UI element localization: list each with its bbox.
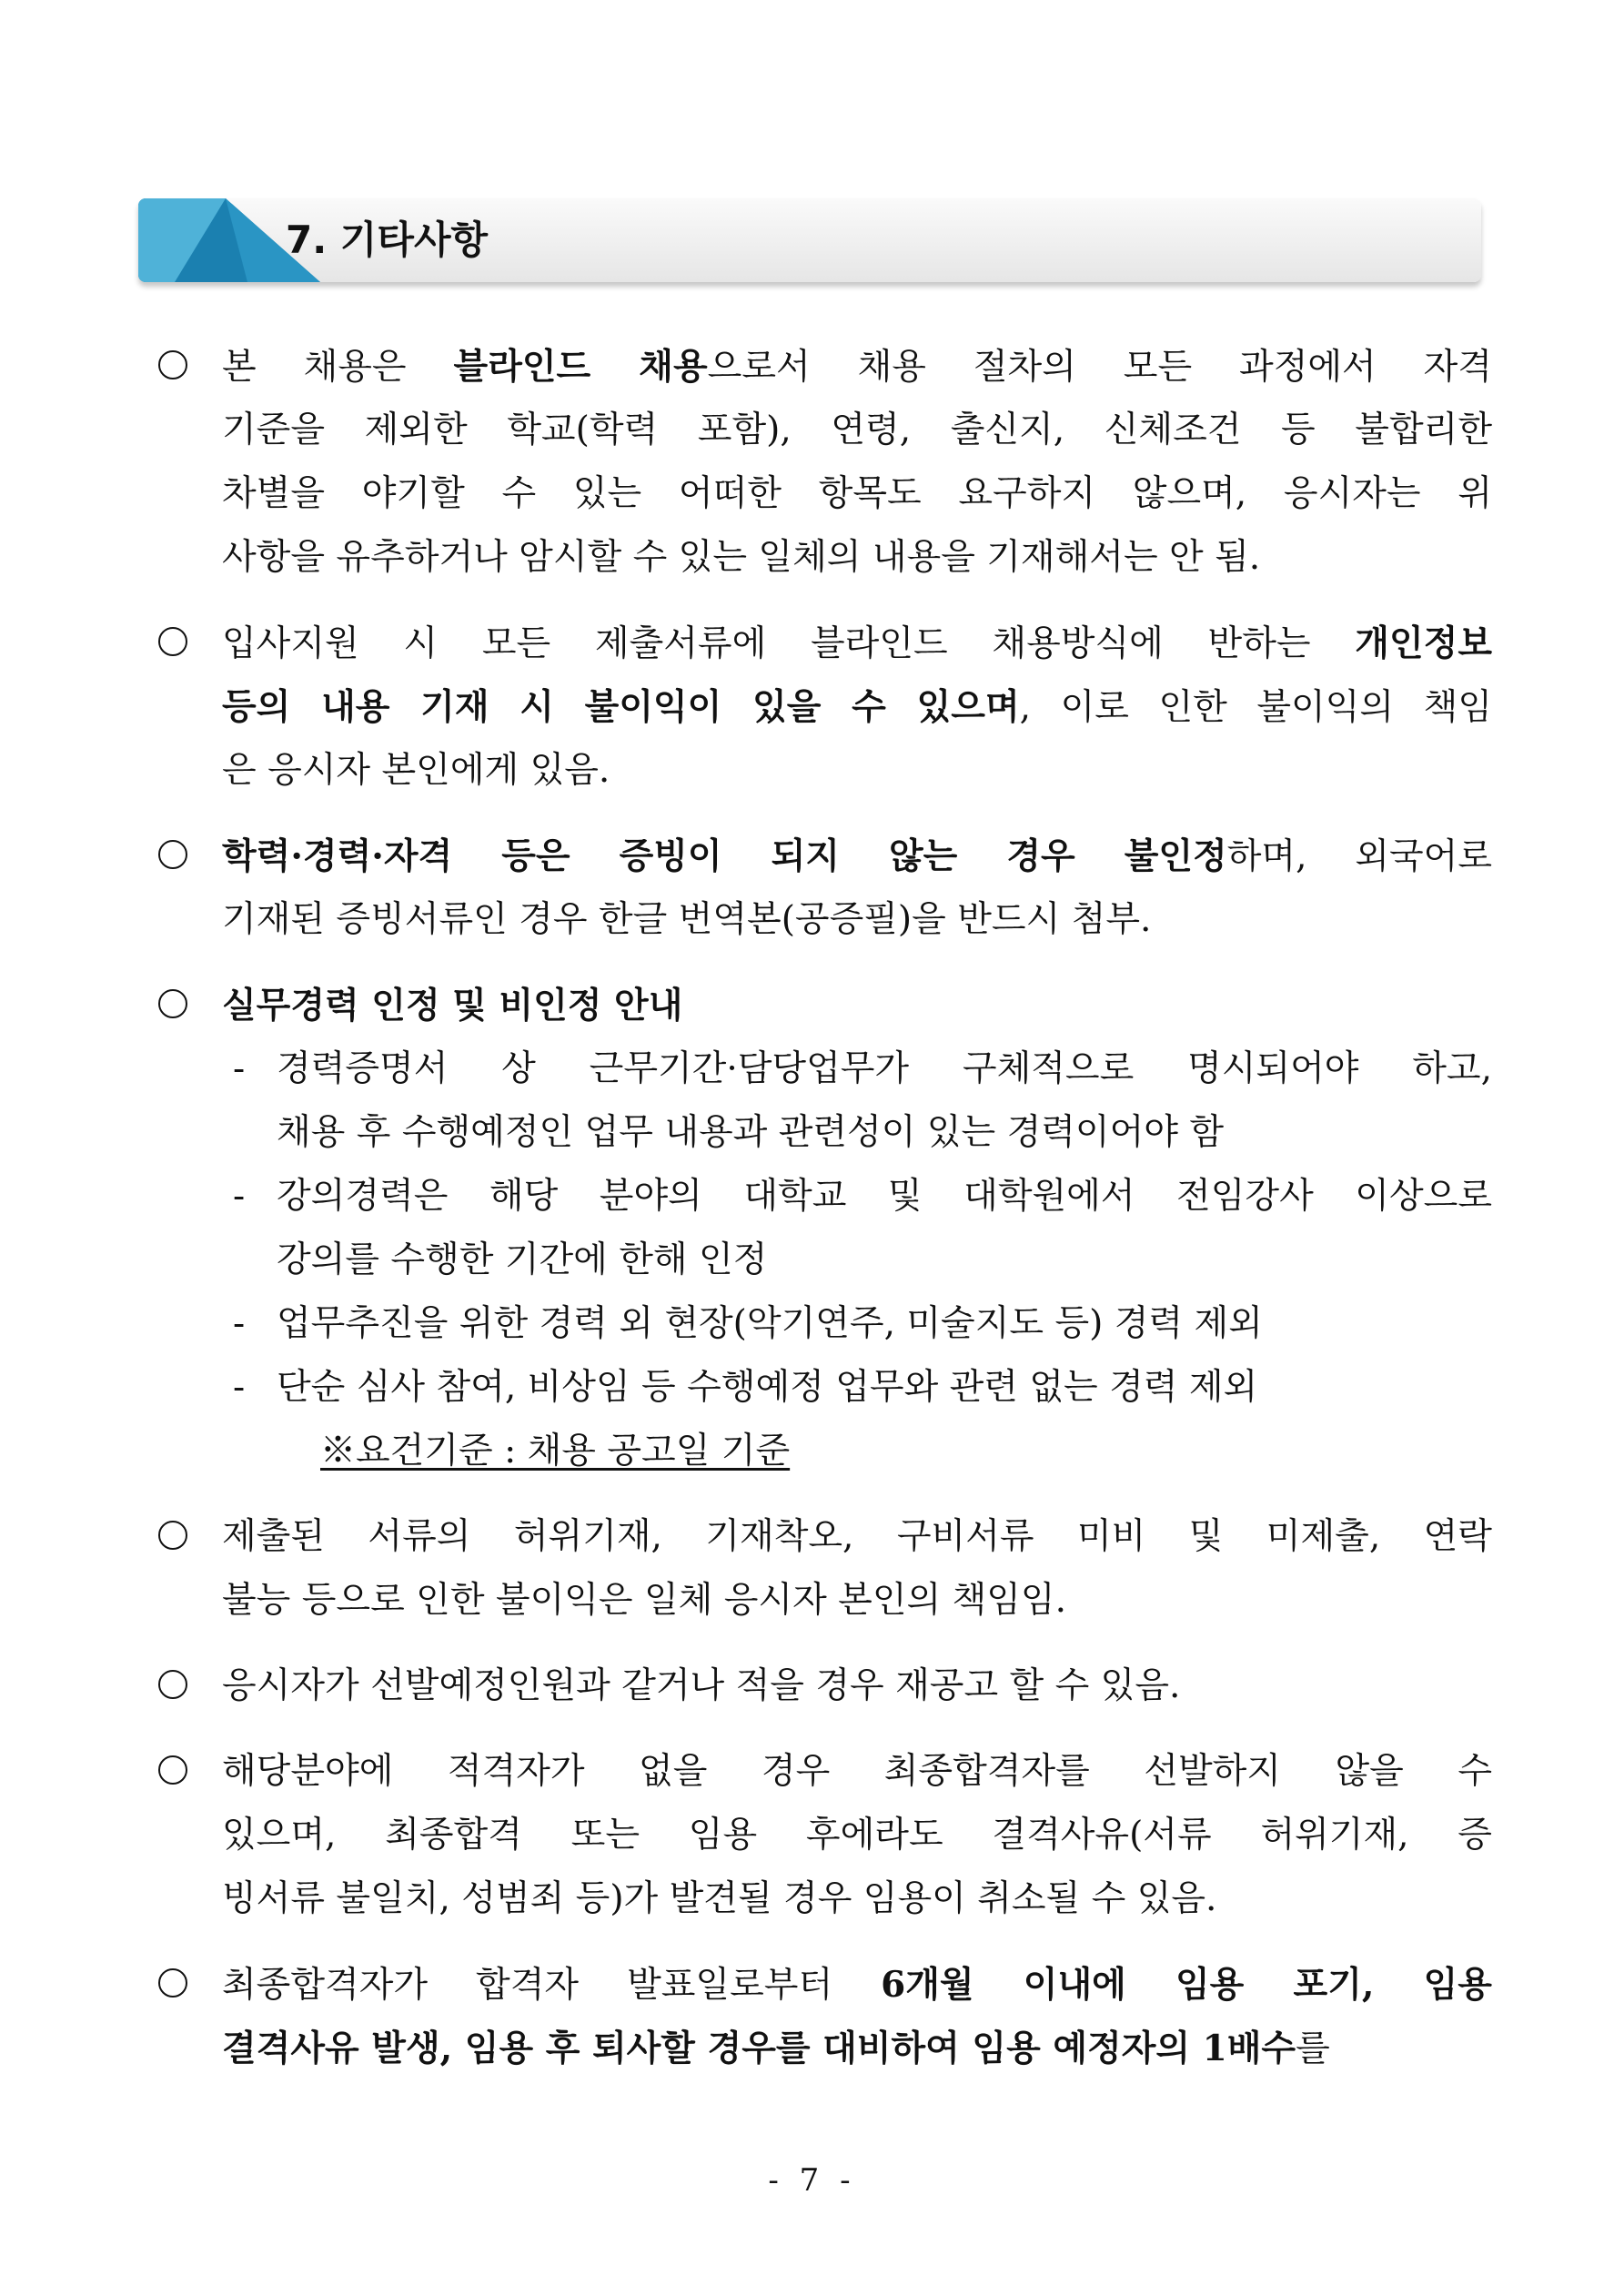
text-segment: 최종합격자가 합격자 발표일로부터: [222, 1965, 882, 2006]
sub-item-text: 업무추진을 위한 경력 외 현장(악기연주, 미술지도 등) 경력 제외: [277, 1303, 1263, 1344]
sub-item-text: 강의를 수행한 기간에 한해 인정: [277, 1239, 768, 1280]
notice-text-line: [222, 1569, 1492, 1633]
text-segment: 해당분야에 적격자가 없을 경우 최종합격자를 선발하지 않을 수: [222, 1751, 1492, 1792]
sub-item-text: 경력증명서 상 근무기간·담당업무가 구체적으로 명시되어야 하고,: [277, 1048, 1492, 1089]
emphasis-text: 블라인드 채용: [453, 346, 708, 388]
notice-item: [155, 974, 1492, 1483]
text-segment: 를: [1296, 2028, 1330, 2069]
emphasis-text: 등의 내용 기재 시 불이익이 있을 수 있으며: [222, 686, 1020, 728]
requirement-note: [222, 1420, 1492, 1483]
notice-text-line: [222, 612, 1492, 675]
text-segment: 입사지원 시 모든 제출서류에 블라인드 채용방식에 반하는: [222, 623, 1356, 664]
circle-bullet-icon: [158, 1968, 187, 1998]
notice-text-line: [222, 2017, 1492, 2080]
sub-item-line: [222, 1101, 1492, 1165]
notice-text-line: [222, 1740, 1492, 1804]
sub-item-line: [222, 1356, 1492, 1420]
notice-text-line: [222, 1953, 1492, 2017]
dash-bullet-icon: -: [233, 1048, 246, 1089]
circle-bullet-icon: [158, 989, 187, 1018]
text-segment: 빙서류 불일치, 성범죄 등)가 발견될 경우 임용이 취소될 수 있음.: [222, 1878, 1217, 1919]
page-number: - 7 -: [768, 2162, 856, 2199]
emphasis-text: 6개월 이내에 임용 포기, 임용: [881, 1964, 1492, 2006]
text-segment: 제출된 서류의 허위기재, 기재착오, 구비서류 미비 및 미제출, 연락: [222, 1516, 1492, 1557]
sub-item-line: [222, 1165, 1492, 1229]
text-segment: 은 응시자 본인에게 있음.: [222, 750, 610, 791]
notice-text-line: [222, 335, 1492, 399]
notice-item: [155, 824, 1492, 952]
circle-bullet-icon: [158, 840, 187, 869]
notice-text-line: [222, 824, 1492, 888]
subsection-heading: 실무경력 인정 및 비인정 안내: [222, 985, 683, 1027]
notice-text-line: [222, 739, 1492, 803]
circle-bullet-icon: [158, 1755, 187, 1785]
notice-item: [155, 1505, 1492, 1633]
notice-text-line: [222, 399, 1492, 462]
notice-item: [155, 335, 1492, 590]
notice-text-line: [222, 1867, 1492, 1931]
dash-bullet-icon: -: [233, 1367, 246, 1408]
notice-text-line: [222, 1804, 1492, 1867]
text-segment: 으로서 채용 절차의 모든 과정에서 자격: [707, 347, 1492, 388]
text-segment: 기재된 증빙서류인 경우 한글 번역본(공증필)을 반드시 첨부.: [222, 899, 1152, 940]
section-title: 7. 기타사항: [286, 217, 489, 262]
sub-item-line: [222, 1037, 1492, 1101]
sub-item-line: [222, 1229, 1492, 1292]
emphasis-text: 개인정보: [1355, 622, 1492, 664]
text-segment: 응시자가 선발예정인원과 같거나 적을 경우 재공고 할 수 있음.: [222, 1665, 1181, 1706]
notice-item: [155, 1740, 1492, 1931]
circle-bullet-icon: [158, 1670, 187, 1699]
text-segment: 불능 등으로 인한 불이익은 일체 응시자 본인의 책임임.: [222, 1580, 1067, 1621]
text-segment: 사항을 유추하거나 암시할 수 있는 일체의 내용을 기재해서는 안 됨.: [222, 537, 1261, 578]
text-segment: 있으며, 최종합격 또는 임용 후에라도 결격사유(서류 허위기재, 증: [222, 1815, 1492, 1856]
sub-item-text: 강의경력은 해당 분야의 대학교 및 대학원에서 전임강사 이상으로: [277, 1176, 1492, 1217]
circle-bullet-icon: [158, 1521, 187, 1550]
circle-bullet-icon: [158, 627, 187, 656]
notice-text-line: [222, 1654, 1492, 1718]
text-segment: 본 채용은: [222, 347, 454, 388]
notice-item: [155, 1654, 1492, 1718]
notice-item: [155, 1953, 1492, 2080]
dash-bullet-icon: -: [233, 1303, 246, 1344]
sub-item-text: 채용 후 수행예정인 업무 내용과 관련성이 있는 경력이어야 함: [277, 1112, 1225, 1153]
notice-text-line: [222, 526, 1492, 590]
requirement-note-text: ※요건기준 : 채용 공고일 기준: [320, 1431, 791, 1472]
text-segment: 차별을 야기할 수 있는 어떠한 항목도 요구하지 않으며, 응시자는 위: [222, 473, 1492, 514]
notice-text-line: [222, 888, 1492, 952]
notice-item: [155, 612, 1492, 803]
emphasis-text: 결격사유 발생, 임용 후 퇴사할 경우를 대비하여 임용 예정자의 1배수: [222, 2028, 1296, 2069]
text-segment: 하며, 외국어로: [1226, 836, 1492, 877]
emphasis-text: 학력·경력·자격 등은 증빙이 되지 않는 경우 불인정: [222, 835, 1227, 877]
sub-item-line: [222, 1292, 1492, 1356]
notice-text-line: [222, 675, 1492, 739]
notice-list: [155, 335, 1492, 2102]
text-segment: , 이로 인한 불이익의 책임: [1019, 687, 1492, 728]
notice-text-line: [222, 462, 1492, 526]
section-header: [138, 198, 1481, 282]
sub-item-text: 단순 심사 참여, 비상임 등 수행예정 업무와 관련 없는 경력 제외: [277, 1367, 1258, 1408]
text-segment: 기준을 제외한 학교(학력 포함), 연령, 출신지, 신체조건 등 불합리한: [222, 410, 1492, 450]
notice-text-line: [222, 1505, 1492, 1569]
dash-bullet-icon: -: [233, 1176, 246, 1217]
circle-bullet-icon: [158, 350, 187, 379]
